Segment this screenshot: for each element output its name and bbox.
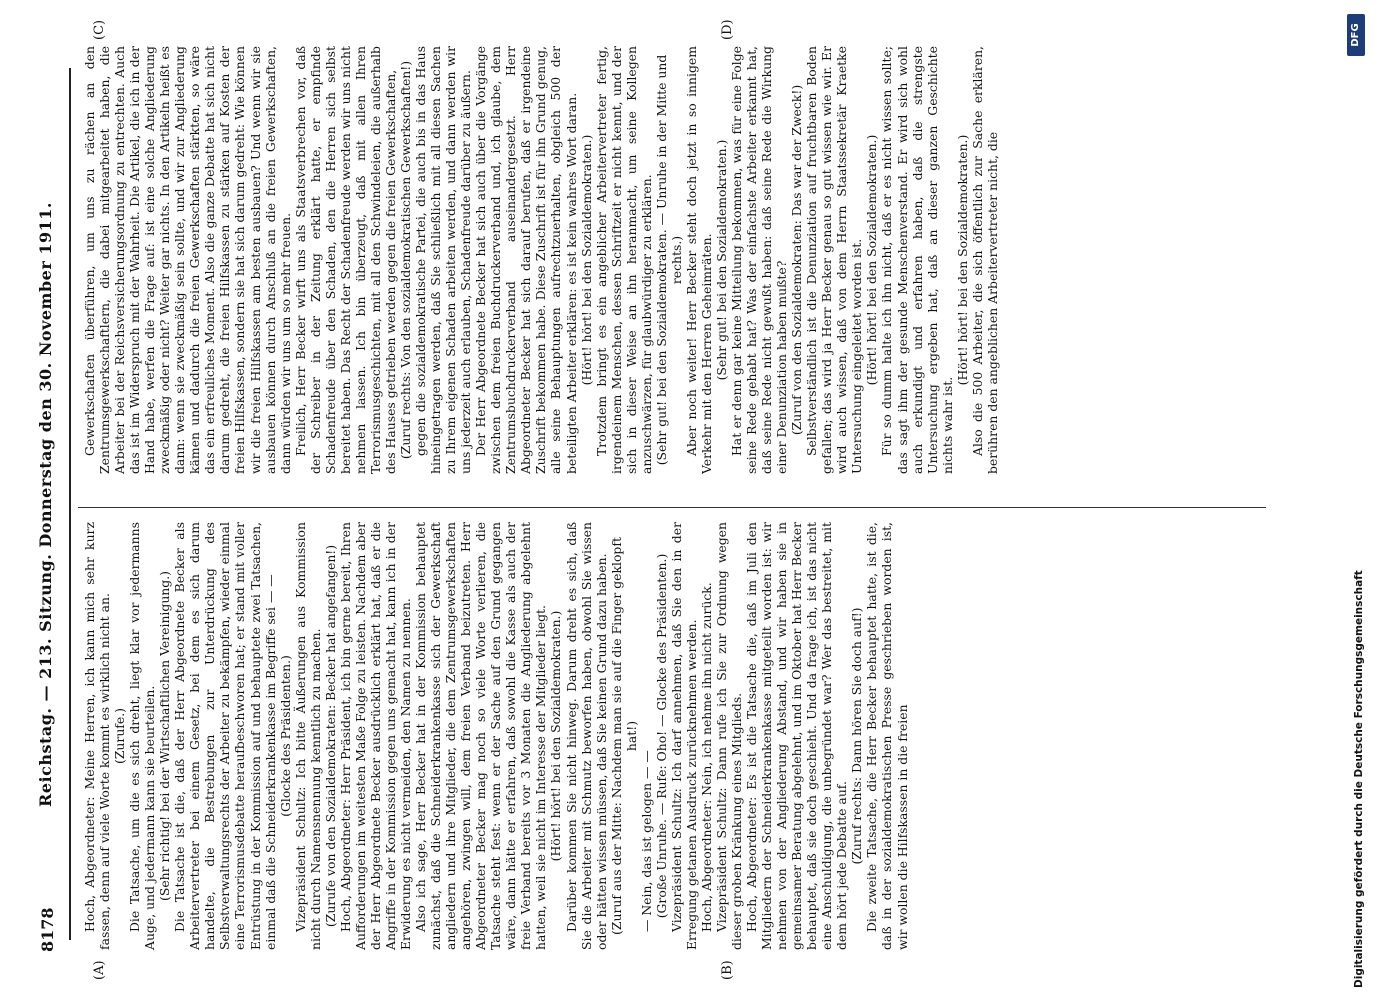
paragraph: Der Herr Abgeordnete Becker hat sich auch über die Vorgänge zwischen dem freien Buchdruckerverband und, ich glaube, dem Zentrumsbuchdruckerverband auseinandergesetzt. Herr Abgeordneter Becker hat sich darauf berufen, daß er irgendeine Zuschrift bekommen habe. Diese Zuschrift ist für ihn Grund genug, alle seine Behauptungen aufrechtzuerhalten, obgleich 500 der beteiligten Arbeiter erklären: es ist kein wahres Wort daran. bbox=[473, 46, 579, 474]
paragraph: Hoch, Abgeordneter: Es ist die Tatsache die, daß im Juli den Mitgliedern der Schneiderkrankenkasse mitgeteilt worden ist: wir nehmen von der Angliederung Abstand, und wir haben sie in gemeinsamer Beratung abgelehnt, und im Oktober hat Herr Becker behauptet, daß sie doch geschieht. Und da frage ich, ist das nicht eine Anschuldigung, die unbegründet war? Wer das bestreitet, mit dem hört jede Debatte auf. bbox=[744, 522, 850, 950]
paragraph: Gewerkschaften überführen, um uns zu rächen an den Zentrumsgewerkschaftlern, die dabei mitgearbeitet haben, die Arbeiter bei der Reichsversicherungsordnung zu entrechten. Auch das ist im Widerspruch mit der Wahrheit. Die Artikel, die ich in der Hand habe, werfen die Frage auf: ist eine solche Angliederung zweckmäßig oder nicht? Weiter gar nichts. In den Artikeln heißt es dann: wenn sie zweckmäßig sein sollte, und wir zur Angliederung kämen und dadurch die freien Gewerkschaften stärkten, so wäre das ein erfreuliches Moment. Also die ganze Debatte hat sich nicht darum gedreht, die freien Hilfskassen zu stärken auf Kosten der freien Hilfskassen, sondern sie hat sich darum gedreht: Wie können wir die freien Hilfskassen am besten ausbauen? Und wenn wir sie ausbauen können durch Anschluß an die freien Gewerkschaften, dann würden wir uns um so mehr freuen. bbox=[82, 46, 293, 474]
paragraph: Vizepräsident Schultz: Ich darf annehmen, daß Sie den in der Erregung getanen Ausdruck zurücknehmen werden. bbox=[668, 522, 699, 950]
page-footer bbox=[1347, 8, 1369, 988]
paragraph: Trotzdem bringt es ein angeblicher Arbeitervertreter fertig, irgendeinem Menschen, dessen Schriftzeit er nicht kennt, und der sich in dieser Weise an ihn heranmacht, um seine Kollegen anzuschwärzen, für glaubwürdiger zu erklären. bbox=[593, 46, 654, 474]
interjection-line: (Zuruf aus der Mitte: Nachdem man sie auf die Finger geklopft hat!) bbox=[608, 537, 639, 935]
margin-mark-a: (A) bbox=[92, 960, 107, 980]
interjection-line: (Hört! hört! bei den Sozialdemokraten.) bbox=[578, 134, 594, 386]
dfg-logo: DFG bbox=[1347, 14, 1365, 56]
interjection-line: (Hört! hört! bei den Sozialdemokraten.) bbox=[548, 610, 564, 862]
left-text-column bbox=[82, 522, 910, 950]
paragraph: Hoch, Abgeordneter: Nein, ich nehme ihn nicht zurück. bbox=[698, 582, 714, 932]
paragraph: Also ich sage, Herr Becker hat in der Kommission behauptet zunächst, daß die Schneiderkrankenkasse sich der Gewerkschaft angliedern und ihre Mitglieder, die dem Zentrumsgewerkschaften angehören, zwingen will, dem freien Verband beizutreten. Herr Abgeordneter Becker mag noch so viele Worte verlieren, die Tatsache steht fest: wenn er der Sache auf den Grund gegangen wäre, dann hätte er erfahren, daß sowohl die Kasse als auch der freie Verband bereits vor 3 Monaten die Angliederung abgelehnt hatten, weil sie nicht im Interesse der Mitglieder liegt. bbox=[413, 522, 549, 950]
interjection-line: (Zuruf von den Sozialdemokraten: Das war der Zweck!) bbox=[789, 84, 805, 436]
page-number: 8178 bbox=[38, 907, 57, 952]
interjection-line: (Sehr richtig! bei der Wirtschaftlichen Vereinigung.) bbox=[157, 571, 173, 901]
margin-mark-c: (C) bbox=[92, 19, 107, 40]
paragraph: gegen die sozialdemokratische Partei, die auch bis in das Haus hineingetragen werden, daß Sie schließlich mit all diesen Sachen zu Ihrem eigenen Schaden arbeiten werden, und dann werden wir uns jederzeit auch erlauben, Schadenfreude darüber zu äußern. bbox=[413, 46, 474, 474]
interjection-line: (Sehr gut! bei den Sozialdemokraten. — Unruhe in der Mitte und rechts.) bbox=[653, 54, 684, 466]
paragraph: Freilich, Herr Becker wirft uns als Staatsverbrechen vor, daß der Schreiber in der Zeitung erklärt hatte, er empfinde Schadenfreude über den Schaden, den die Herren sich selbst bereitet haben. Das Recht der Schadenfreude werden wir uns nicht nehmen lassen. Ich bin überzeugt, daß mit allen Ihren Terrorismusgeschichten, mit all den Schwindeleien, die außerhalb des Hauses getrieben werden gegen die freien Gewerkschaften, bbox=[292, 46, 398, 474]
paragraph: Hoch, Abgeordneter: Meine Herren, ich kann mich sehr kurz fassen, denn auf viele Worte kommt es wirklich nicht an. bbox=[82, 522, 113, 950]
paragraph: Für so dumm halte ich ihn nicht, daß er es nicht wissen sollte; das sagt ihm der gesunde Menschenverstand. Er wird sich wohl auch erkundigt und erfahren haben, daß die strengste Untersuchung ergeben hat, daß an dieser ganzen Geschichte nichts wahr ist. bbox=[879, 46, 955, 474]
paragraph: Hoch, Abgeordneter: Herr Präsident, ich bin gerne bereit, Ihren Aufforderungen im weitesten Maße Folge zu leisten. Nachdem aber der Herr Abgeordnete Becker ausdrücklich erklärt hat, daß er die Angriffe in der Kommission gegen uns gemacht hat, kann ich in der Erwiderung es nicht vermeiden, den Namen zu nennen. bbox=[337, 522, 413, 950]
paragraph: Selbstverständlich ist die Denunziation auf fruchtbaren Boden gefallen; das wird ja Herr Becker genau so gut wissen wie wir. Er wird auch wissen, daß von dem Herrn Staatssekretär Kraetke Untersuchung eingeleitet worden ist. bbox=[804, 46, 865, 474]
paragraph: Hat er denn gar keine Mitteilung bekommen, was für eine Folge seine Rede gehabt hat? Was der einfachste Arbeiter erkannt hat, daß seine Rede nicht gewußt haben: daß seine Rede die Wirkung einer Denunziation haben mußte? bbox=[729, 46, 790, 474]
margin-mark-b: (B) bbox=[720, 960, 735, 980]
interjection-line: (Hört! hört! bei den Sozialdemokraten.) bbox=[954, 134, 970, 386]
interjection-line: (Zurufe.) bbox=[112, 707, 128, 765]
interjection-line: (Zurufe von den Sozialdemokraten: Becker hat angefangen!) bbox=[322, 544, 338, 928]
paragraph: Darüber kommen Sie nicht hinweg. Darum dreht es sich, daß Sie die Arbeiter mit Schmutz beworfen haben, obwohl Sie wissen oder hätten wissen müssen, daß Sie keinen Grund dazu haben. bbox=[563, 522, 609, 950]
interjection-line: (Zuruf rechts: Von den sozialdemokratischen Gewerkschaften!) bbox=[397, 60, 413, 460]
running-title: Reichstag. — 213. Sitzung. Donnerstag den 30. November 1911. bbox=[36, 202, 55, 807]
margin-mark-d: (D) bbox=[720, 19, 735, 40]
interjection-line: (Zuruf rechts: Dann hören Sie doch auf!) bbox=[849, 607, 865, 865]
paragraph: Also die 500 Arbeiter, die sich öffentlich zur Sache erklären, berühren den angeblichen Arbeitervertreter nicht, die bbox=[969, 46, 1000, 474]
right-text-column bbox=[82, 46, 1000, 474]
header-rule bbox=[69, 68, 71, 940]
paragraph: — Nein, das ist gelogen — — bbox=[638, 750, 654, 932]
page-header bbox=[30, 57, 70, 952]
digitization-note: Digitalisierung gefördert durch die Deutsche Forschungsgemeinschaft bbox=[1353, 570, 1365, 988]
paragraph: Vizepräsident Schultz: Dann rufe ich Sie zur Ordnung wegen dieser groben Kränkung eines Mitglieds. bbox=[713, 522, 745, 950]
paragraph: Aber noch weiter! Herr Becker steht doch jetzt in so innigem Verkehr mit den Herren Geheimräten. bbox=[683, 46, 714, 474]
interjection-line: (Hört! hört! bei den Sozialdemokraten.) bbox=[864, 134, 880, 386]
interjection-line: (Glocke des Präsidenten.) bbox=[277, 655, 293, 817]
paragraph: Die Tatsache, um die es sich dreht, liegt klar vor jedermanns Auge, und jedermann kann sie beurteilen. bbox=[127, 522, 158, 950]
paragraph: Vizepräsident Schultz: Ich bitte Äußerungen aus Kommission nicht durch Namensnennung kenntlich zu machen. bbox=[292, 522, 323, 950]
interjection-line: (Sehr gut! bei den Sozialdemokraten.) bbox=[713, 139, 729, 381]
paragraph: Die Tatsache ist die, daß der Herr Abgeordnete Becker als Arbeitervertreter bei einem Gesetz, bei dem es sich darum handelte, die Bestrebungen zur Unterdrückung des Selbstverwaltungsrechts der Arbeiter zu bekämpfen, wieder einmal eine Terrorismusdebatte heraufbeschworen hat; er stand mit voller Entrüstung in der Kommission auf und behauptete zwei Tatsachen, einmal daß die Schneiderkrankenkasse im Begriffe sei — — bbox=[172, 522, 278, 950]
paragraph: Die zweite Tatsache, die Herr Becker behauptet hatte, ist die, daß in der sozialdemokratischen Presse geschrieben worden ist, wir wollen die Hilfskassen in die freien bbox=[864, 522, 910, 950]
column-divider bbox=[78, 507, 1266, 508]
interjection-line: (Große Unruhe. — Rufe: Oho! — Glocke des Präsidenten.) bbox=[653, 553, 669, 919]
